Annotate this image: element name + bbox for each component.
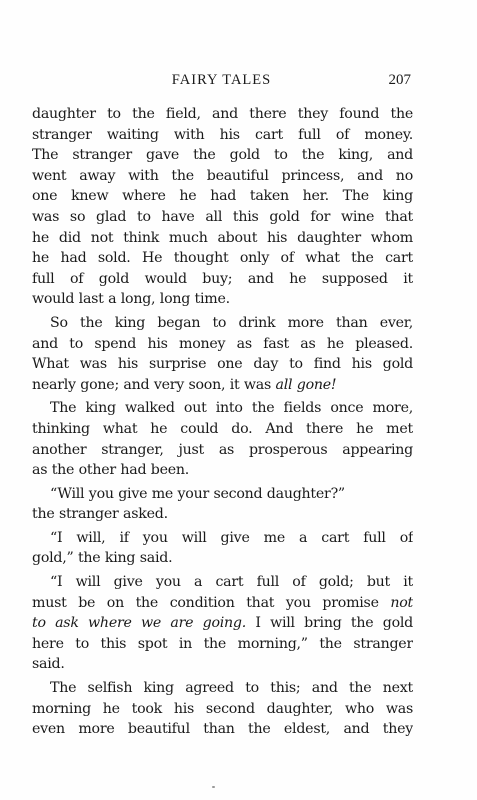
text-line: went away with the beautiful princess, and no	[32, 167, 413, 184]
text-run: I will bring the gold	[246, 615, 413, 632]
text-line: even more beautiful than the eldest, and they	[32, 721, 413, 738]
paragraph-1	[32, 104, 413, 310]
text-line: The king walked out into the fields once more,	[50, 400, 413, 417]
text-line: thinking what he could do. And there he met	[32, 420, 413, 437]
text-line: would last a long, long time.	[32, 291, 230, 308]
text-line: “I will, if you will give me a cart full of	[50, 529, 413, 546]
text-line: as the other had been.	[32, 462, 190, 479]
paragraph-7	[32, 678, 413, 740]
paragraph-3	[32, 398, 413, 480]
text-line: the stranger asked.	[32, 506, 168, 523]
text-line: The stranger gave the gold to the king, and	[32, 147, 413, 164]
text-line	[32, 593, 413, 614]
text-line: What was his surprise one day to find his gold	[32, 356, 413, 373]
text-line	[32, 375, 413, 396]
text-line: “Will you give me your second daughter?”	[50, 485, 345, 502]
page-header	[32, 72, 411, 92]
paragraph-6	[32, 572, 413, 675]
text-line: The selfish king agreed to this; and the next	[50, 680, 413, 697]
text-line: gold,” the king said.	[32, 550, 173, 567]
text-line: said.	[32, 656, 65, 673]
paragraph-5	[32, 528, 413, 569]
body-text	[32, 104, 413, 743]
text-line: he had sold. He thought only of what the cart	[32, 250, 413, 267]
text-run: nearly gone; and very soon, it was	[32, 376, 276, 393]
text-line: another stranger, just as prosperous appearing	[32, 441, 413, 458]
text-line: stranger waiting with his cart full of money.	[32, 126, 413, 143]
paper-speck	[212, 786, 215, 788]
text-line: here to this spot in the morning,” the stranger	[32, 635, 413, 652]
text-run: must be on the condition that you promise	[32, 594, 391, 611]
text-line: full of gold would buy; and he supposed it	[32, 270, 413, 287]
text-line: he did not think much about his daughter whom	[32, 229, 413, 246]
text-line: one knew where he had taken her. The king	[32, 188, 413, 205]
running-head: FAIRY TALES	[171, 72, 272, 88]
italic-phrase: to ask where we are going.	[32, 615, 247, 632]
text-line: “I will give you a cart full of gold; but it	[50, 574, 413, 591]
italic-phrase: not	[390, 594, 413, 611]
text-line: and to spend his money as fast as he pleased.	[32, 335, 413, 352]
text-line: morning he took his second daughter, who was	[32, 700, 413, 717]
text-line: was so glad to have all this gold for wine that	[32, 208, 413, 225]
text-line: So the king began to drink more than ever,	[50, 314, 413, 331]
italic-phrase: all gone!	[275, 376, 337, 393]
paragraph-4	[32, 484, 413, 525]
paragraph-2	[32, 313, 413, 395]
text-line: daughter to the field, and there they found the	[32, 106, 413, 122]
text-line	[32, 613, 413, 634]
page-number: 207	[388, 72, 411, 88]
